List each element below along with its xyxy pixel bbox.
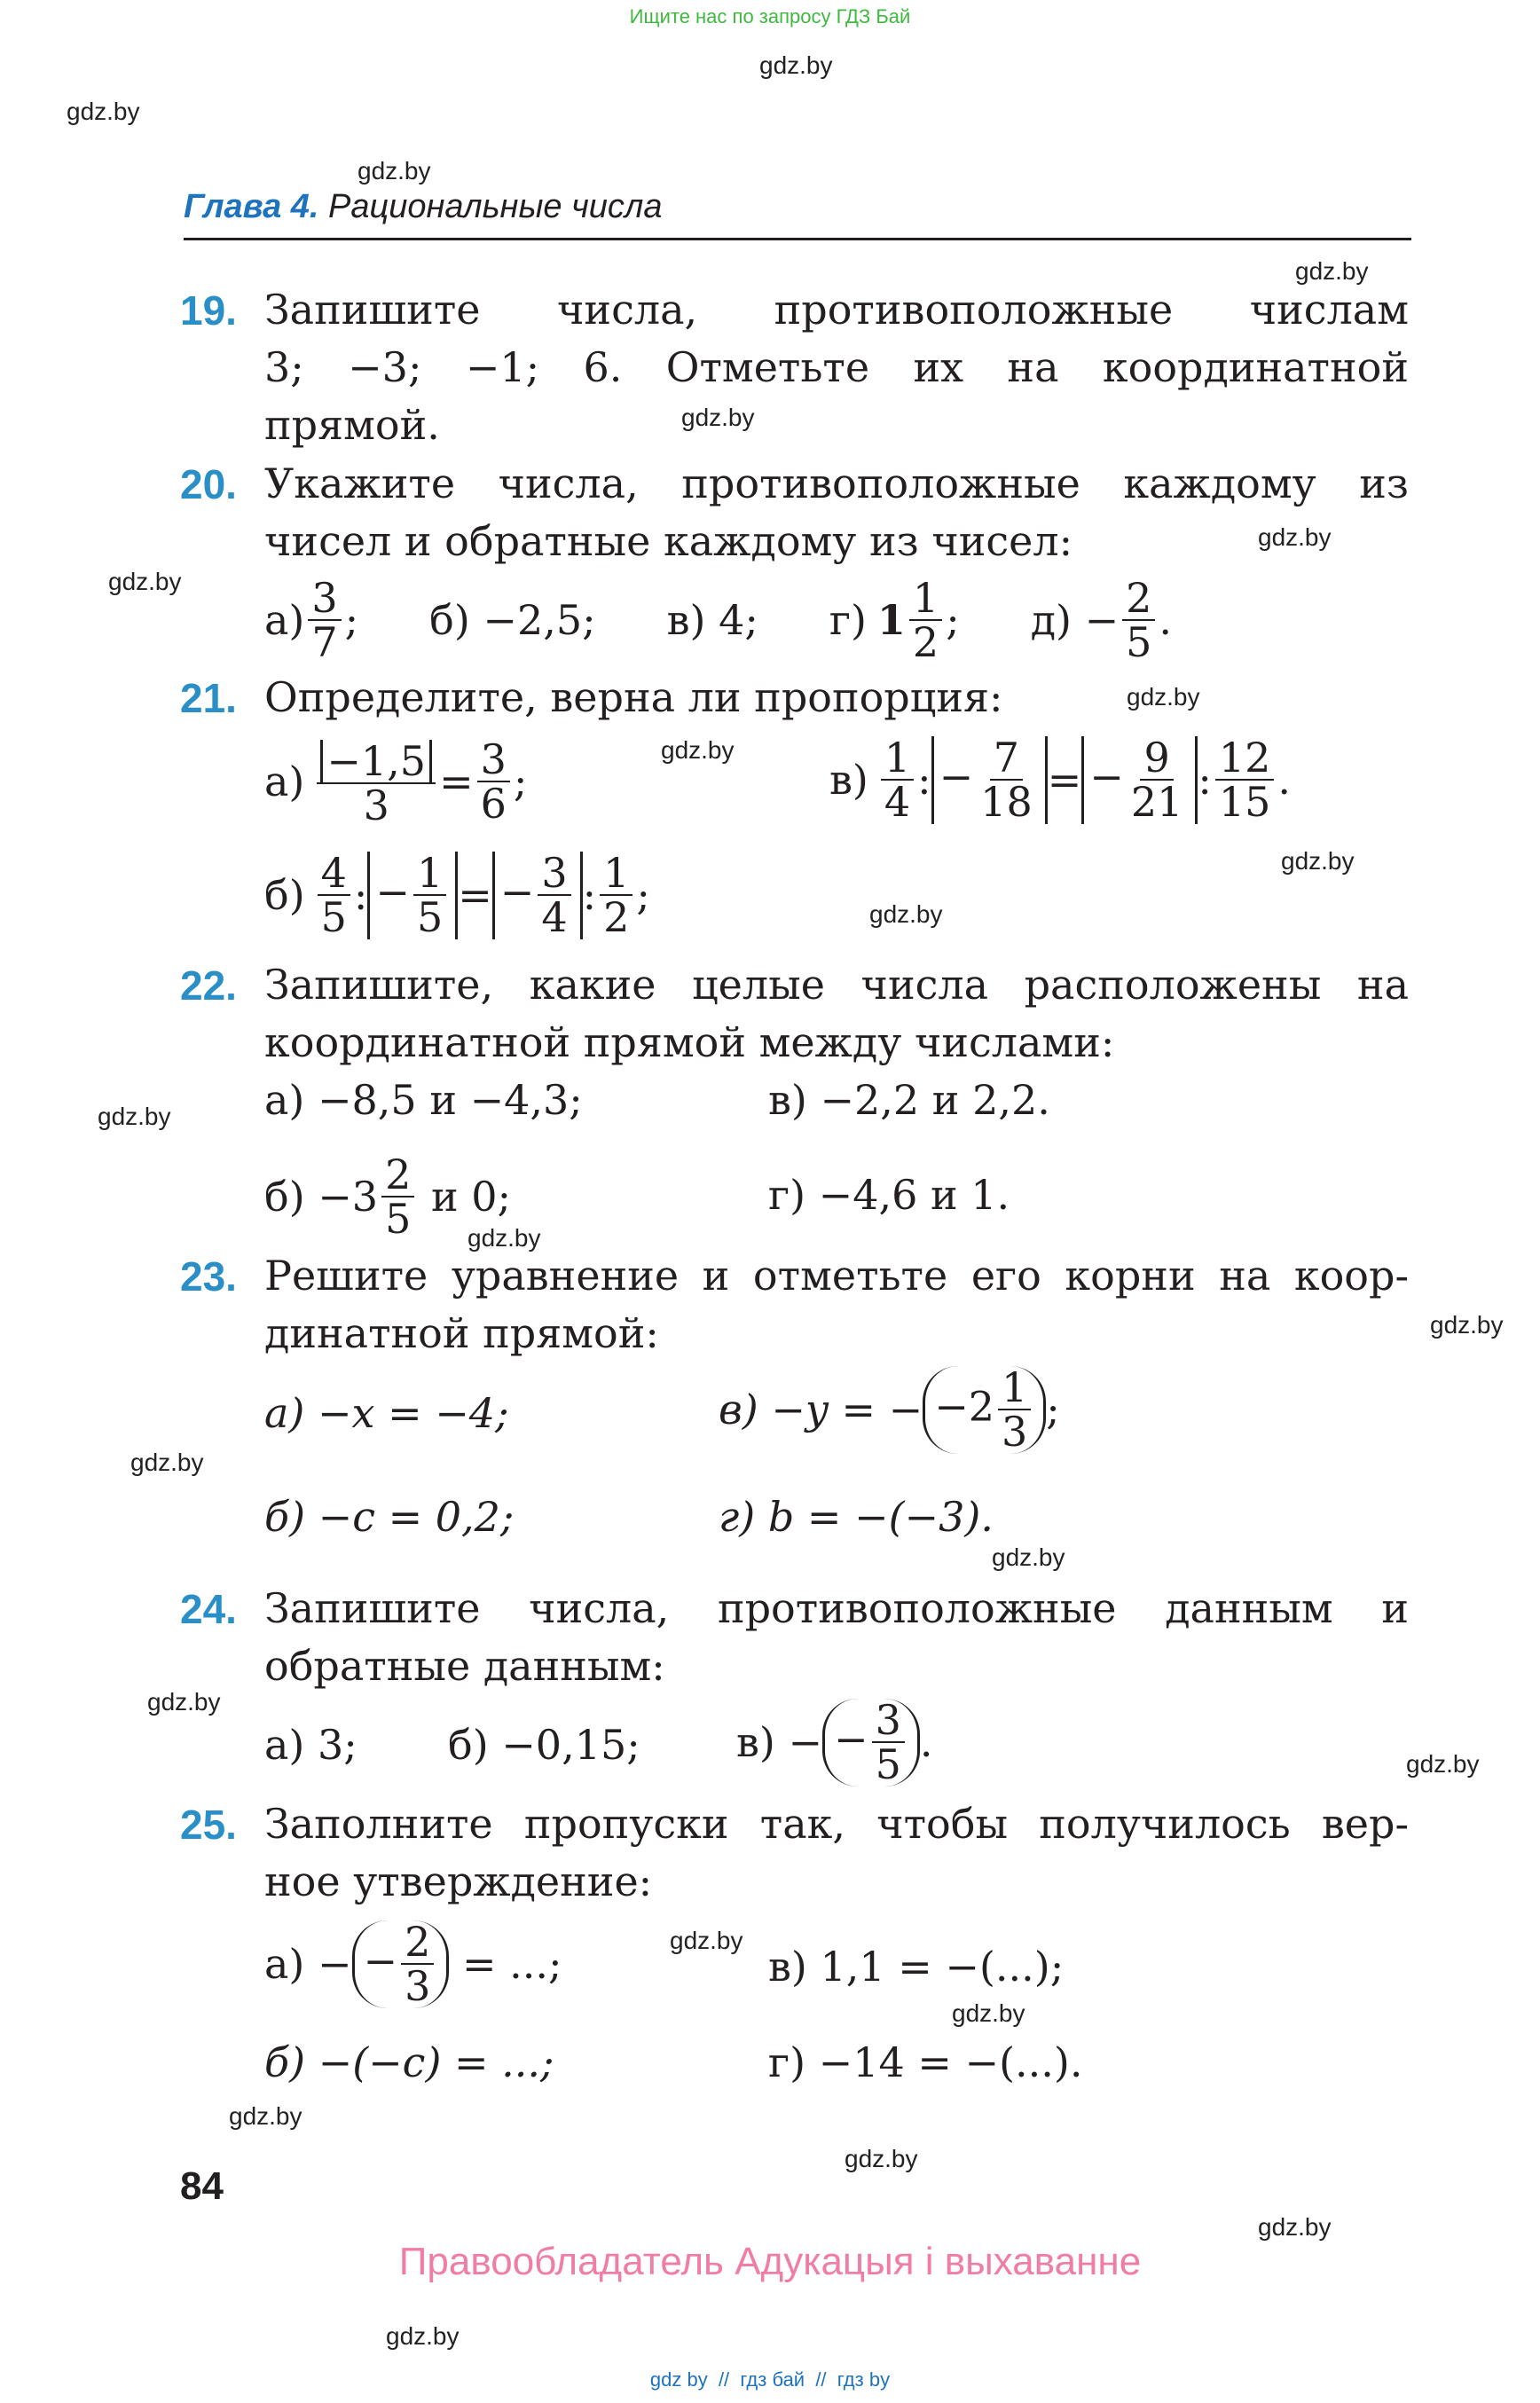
fraction: $\frac{4}{5}$ [318,852,350,939]
task-23-option-a: а) −x = −4; [264,1389,509,1437]
watermark: gdz.by [1281,847,1355,875]
task-21-option-b: б) $\frac{4}{5}$ : − $\frac{1}{5}$ = − $\frac{3}{4}$ : $\frac{1}{2}$ ; [264,849,650,942]
task-number: 24. [180,1586,237,1632]
watermark: gdz.by [1295,257,1369,285]
task-23-line-1: Решите уравнение и отметьте его корни на коор- [264,1252,1409,1300]
task-number: 22. [180,962,237,1009]
watermark: gdz.by [386,2322,460,2350]
task-number: 20. [180,461,237,507]
fraction: $\frac{-1,5}{3}$ [317,736,436,827]
task-23-line-2: динатной прямой: [264,1309,659,1357]
watermark: gdz.by [869,900,943,928]
task-25-line-2: ное утверждение: [264,1857,653,1905]
task-22-option-g: г) −4,6 и 1. [768,1171,1010,1219]
task-21-option-v: в) $\frac{1}{4}$ : − $\frac{7}{18}$ = − $\frac{9}{21}$ : $\frac{12}{15}$ . [829,734,1292,827]
header-divider [184,238,1411,240]
absolute-value: − $\frac{9}{21}$ [1081,736,1198,824]
task-number: 23. [180,1253,237,1300]
task-number: 19. [180,287,237,334]
bottom-links[interactable]: gdz by // гдз бай // гдз by [649,2368,891,2391]
task-number: 25. [180,1802,237,1848]
parentheses: −2 $\frac{1}{3}$ [923,1366,1046,1454]
chapter-title: Рациональные числа [328,188,663,225]
task-22-option-b: б) −3 $\frac{2}{5}$ и 0; [264,1150,512,1244]
task-21-option-a: а) $\frac{-1,5}{3}$ = $\frac{3}{6}$ ; [264,734,528,830]
watermark: gdz.by [845,2145,918,2172]
task-20-line-1: Укажите числа, противоположные каждому из [264,459,1409,507]
task-23-option-b: б) −c = 0,2; [264,1493,515,1541]
task-23-option-v: в) −y = − −2 $\frac{1}{3}$ ; [719,1363,1060,1457]
option-label: г) [829,596,867,645]
watermark: gdz.by [1258,2213,1332,2241]
chapter-header [184,188,662,226]
top-search-link[interactable]: Ищите нас по запросу ГДЗ Бай [629,5,911,27]
parentheses: − $\frac{3}{5}$ [822,1699,920,1787]
page-number: 84 [180,2164,224,2208]
absolute-value: − $\frac{1}{5}$ [367,852,458,939]
parentheses: − $\frac{2}{3}$ [352,1920,450,2008]
task-20-answers: а) $\frac{3}{7}$ ; б) −2,5; в) 4; г) 1 $\frac{1}{2}$ ; д) − $\frac{2}{5}$ . [264,574,1173,667]
watermark: gdz.by [1258,523,1332,551]
task-22-option-a: а) −8,5 и −4,3; [264,1076,583,1124]
watermark: gdz.by [98,1103,171,1130]
watermark: gdz.by [147,1688,221,1716]
task-number: 21. [180,675,237,721]
task-24-option-a: а) 3; [264,1721,358,1769]
watermark: gdz.by [952,1999,1025,2027]
watermark: gdz.by [468,1224,541,1252]
task-24-option-v: в) − − $\frac{3}{5}$ . [736,1696,933,1789]
task-24-option-b: б) −0,15; [448,1721,640,1769]
task-22-option-v: в) −2,2 и 2,2. [768,1076,1050,1124]
fraction: $\frac{3}{7}$ [308,577,341,664]
watermark: gdz.by [1127,683,1200,711]
fraction: $\frac{2}{5}$ [381,1153,414,1241]
watermark: gdz.by [670,1927,743,1954]
fraction: $\frac{1}{2}$ [600,852,632,939]
task-22-line-1: Запишите, какие целые числа расположены на [264,961,1409,1009]
watermark: gdz.by [1430,1311,1504,1339]
task-19-line-1: Запишите числа, противоположные числам [264,286,1409,334]
watermark: gdz.by [681,404,755,431]
task-20-line-2: чисел и обратные каждому из чисел: [264,517,1073,565]
watermark: gdz.by [759,51,833,79]
watermark: gdz.by [1406,1750,1480,1778]
fraction: $\frac{12}{15}$ [1215,736,1275,824]
task-25-option-a: а) − − $\frac{2}{3}$ = ...; [264,1918,562,2011]
watermark: gdz.by [229,2102,302,2130]
watermark: gdz.by [992,1543,1065,1571]
task-19-line-3: прямой. [264,401,440,449]
task-23-option-g: г) b = −(−3). [719,1493,994,1541]
fraction: $\frac{1}{2}$ [909,577,942,664]
fraction: $\frac{3}{6}$ [477,738,510,826]
chapter-number: Глава 4. [184,188,319,225]
watermark: gdz.by [661,736,735,764]
task-24-line-2: обратные данным: [264,1642,665,1690]
option-label: д) − [1030,596,1120,645]
watermark: gdz.by [67,98,140,125]
option-b: б) −2,5; [429,596,596,645]
fraction: $\frac{2}{5}$ [1122,577,1155,664]
task-25-option-g: г) −14 = −(...). [768,2038,1083,2086]
absolute-value: − $\frac{7}{18}$ [931,736,1048,824]
task-19-line-2: 3; −3; −1; 6. Отметьте их на координатной [264,343,1409,391]
option-label: а) [264,596,305,645]
task-25-option-v: в) 1,1 = −(...); [768,1943,1065,1991]
fraction: $\frac{1}{4}$ [881,736,914,824]
task-21-line-1: Определите, верна ли пропорция: [264,673,1003,721]
option-v: в) 4; [666,596,758,645]
watermark: gdz.by [358,157,431,185]
task-22-line-2: координатной прямой между числами: [264,1018,1115,1066]
task-25-line-1: Заполните пропуски так, чтобы получилось вер- [264,1800,1409,1848]
absolute-value: − $\frac{3}{4}$ [492,852,583,939]
task-25-option-b: б) −(−c) = ...; [264,2038,554,2086]
copyright-notice: Правообладатель Адукацыя і выхаванне [398,2240,1142,2283]
task-24-line-1: Запишите числа, противоположные данным и [264,1584,1409,1632]
watermark: gdz.by [130,1449,204,1476]
watermark: gdz.by [108,568,182,595]
